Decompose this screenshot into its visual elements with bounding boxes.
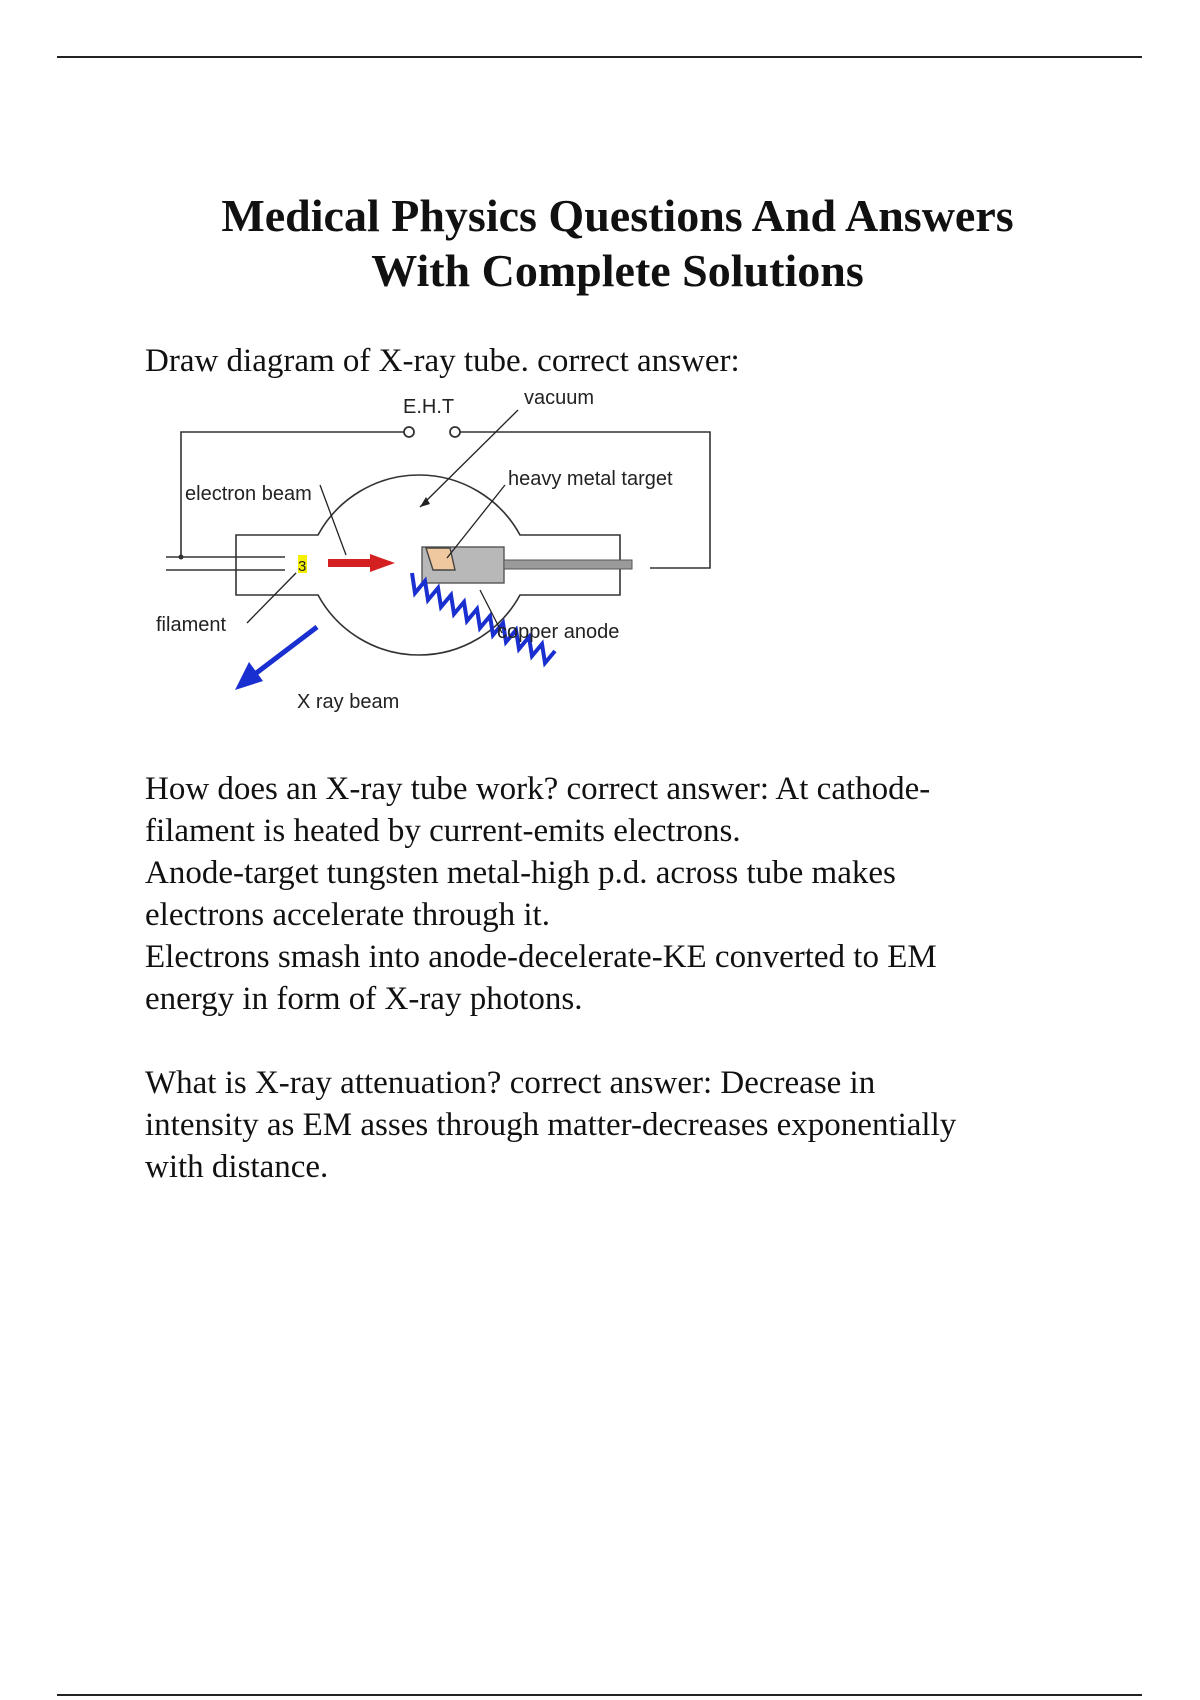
eht-terminal-left xyxy=(404,427,414,437)
xray-tube-diagram xyxy=(150,380,720,720)
answer-line: How does an X-ray tube work? correct answer: At cathode- xyxy=(145,771,931,807)
question-text: Draw diagram of X-ray tube. correct answer: xyxy=(145,343,740,379)
question-xray-diagram xyxy=(145,340,1065,382)
answer-line: What is X-ray attenuation? correct answer: Decrease in xyxy=(145,1065,876,1101)
electron-beam-arrow xyxy=(328,554,395,572)
eht-terminal-right xyxy=(450,427,460,437)
page-title xyxy=(120,188,1115,298)
xray-beam-arrow xyxy=(235,627,317,690)
answer-line: with distance. xyxy=(145,1149,329,1185)
filament-number: 3 xyxy=(298,558,307,575)
copper-anode-label: copper anode xyxy=(497,621,620,643)
answer-line: intensity as EM asses through matter-decreases exponentially xyxy=(145,1107,957,1143)
eht-label: E.H.T xyxy=(403,396,455,418)
electron-beam-label: electron beam xyxy=(185,483,312,505)
question-xray-tube-work xyxy=(145,768,1065,1020)
xray-wave xyxy=(412,573,555,663)
answer-line: Anode-target tungsten metal-high p.d. across tube makes xyxy=(145,855,896,891)
title-line-1: Medical Physics Questions And Answers xyxy=(221,190,1014,241)
xray-beam-label: X ray beam xyxy=(297,691,400,713)
top-rule xyxy=(57,56,1142,58)
leader-lines xyxy=(247,410,518,633)
bottom-rule xyxy=(57,1694,1142,1696)
anode-stem xyxy=(504,560,632,569)
filament-label: filament xyxy=(156,614,227,636)
vacuum-label: vacuum xyxy=(524,387,595,409)
title-line-2: With Complete Solutions xyxy=(371,245,864,296)
circuit-junction xyxy=(179,555,184,560)
answer-line: energy in form of X-ray photons. xyxy=(145,981,583,1017)
answer-line: Electrons smash into anode-decelerate-KE converted to EM xyxy=(145,939,937,975)
answer-line: filament is heated by current-emits electrons. xyxy=(145,813,741,849)
answer-line: electrons accelerate through it. xyxy=(145,897,550,933)
question-xray-attenuation xyxy=(145,1062,1065,1188)
heavy-metal-target-label: heavy metal target xyxy=(508,468,673,490)
